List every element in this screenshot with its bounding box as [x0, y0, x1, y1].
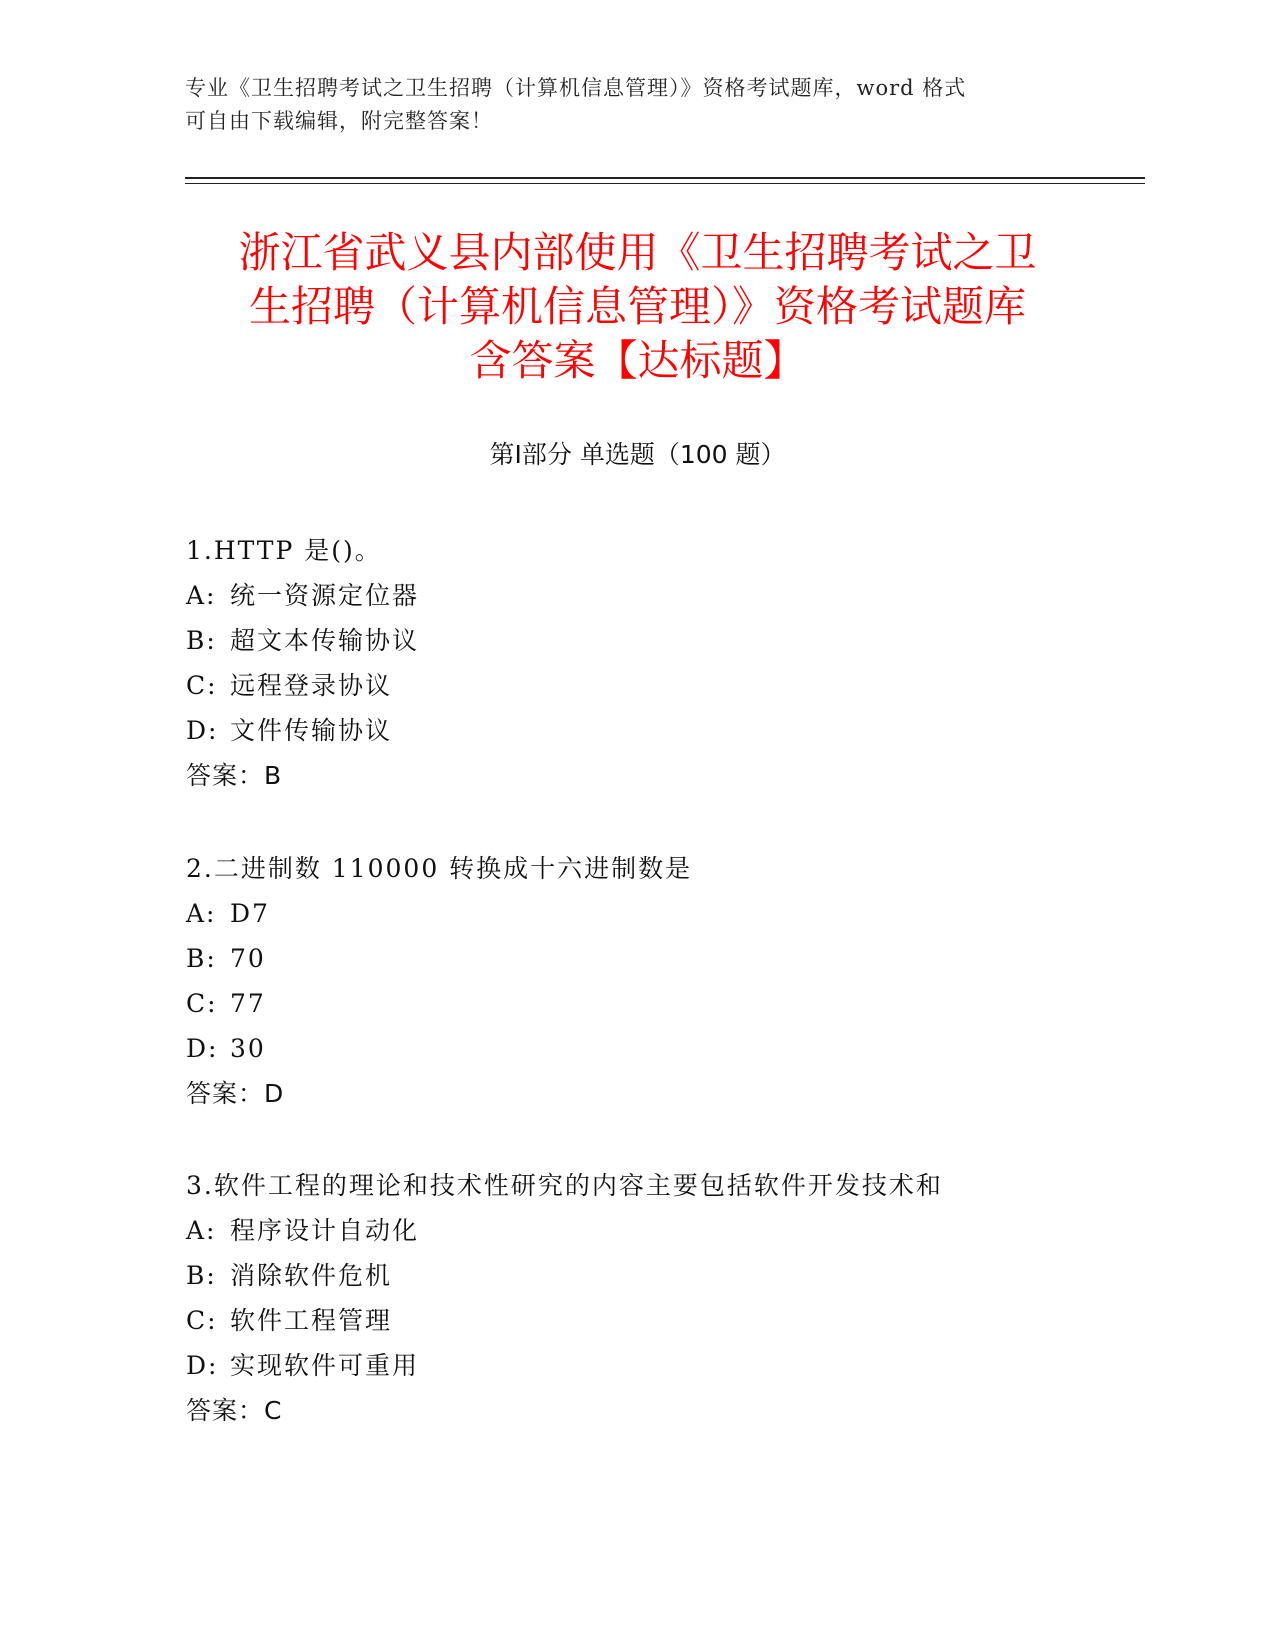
option-text: 文件传输协议 — [230, 716, 393, 745]
option-text: D7 — [230, 899, 270, 928]
header-divider-thin — [185, 183, 1145, 184]
answer: 答案：D — [186, 1079, 285, 1108]
document-title-line-1: 浙江省武义县内部使用《卫生招聘考试之卫 — [238, 228, 1037, 277]
header-note-line-2: 可自由下载编辑，附完整答案！ — [185, 109, 493, 133]
question-stem: 1.HTTP 是()。 — [186, 536, 382, 565]
option-d — [186, 1026, 1086, 1071]
option-label: D: — [186, 716, 219, 745]
question-stem: 2.二进制数 110000 转换成十六进制数是 — [186, 854, 693, 883]
document-title-line-2: 生招聘（计算机信息管理）》资格考试题库 — [248, 282, 1026, 331]
option-text: 77 — [230, 989, 266, 1018]
option-text: 远程登录协议 — [230, 671, 393, 700]
document-title-line-3: 含答案【达标题】 — [469, 336, 806, 385]
answer: 答案：C — [186, 1396, 283, 1425]
option-a — [186, 891, 1086, 936]
option-label: A: — [186, 581, 217, 610]
document-title — [180, 226, 1095, 388]
option-label: B: — [186, 1261, 217, 1290]
option-b — [186, 618, 1086, 663]
option-c — [186, 981, 1086, 1026]
option-d — [186, 1343, 1086, 1388]
answer: 答案：B — [186, 761, 283, 790]
option-a — [186, 573, 1086, 618]
option-text: 实现软件可重用 — [230, 1351, 420, 1380]
question-1 — [186, 528, 1086, 798]
option-label: D: — [186, 1034, 219, 1063]
option-d — [186, 708, 1086, 753]
option-label: B: — [186, 944, 217, 973]
option-label: C: — [186, 671, 218, 700]
header-note — [185, 72, 1075, 138]
header-divider-thick — [185, 177, 1145, 179]
option-text: 程序设计自动化 — [230, 1216, 420, 1245]
option-label: C: — [186, 1306, 218, 1335]
option-label: A: — [186, 899, 217, 928]
option-text: 统一资源定位器 — [230, 581, 420, 610]
option-c — [186, 1298, 1086, 1343]
option-b — [186, 1253, 1086, 1298]
option-text: 消除软件危机 — [230, 1261, 393, 1290]
option-c — [186, 663, 1086, 708]
question-2 — [186, 846, 1086, 1116]
option-a — [186, 1208, 1086, 1253]
question-3 — [186, 1163, 1086, 1433]
header-note-line-1: 专业《卫生招聘考试之卫生招聘（计算机信息管理）》资格考试题库，word 格式 — [185, 76, 967, 100]
section-title: 第Ⅰ部分 单选题（100 题） — [489, 440, 786, 469]
question-stem: 3.软件工程的理论和技术性研究的内容主要包括软件开发技术和 — [186, 1171, 943, 1200]
option-label: C: — [186, 989, 218, 1018]
option-label: A: — [186, 1216, 217, 1245]
option-text: 30 — [230, 1034, 266, 1063]
option-text: 超文本传输协议 — [230, 626, 420, 655]
option-b — [186, 936, 1086, 981]
option-label: D: — [186, 1351, 219, 1380]
option-text: 软件工程管理 — [230, 1306, 393, 1335]
option-text: 70 — [230, 944, 266, 973]
option-label: B: — [186, 626, 217, 655]
